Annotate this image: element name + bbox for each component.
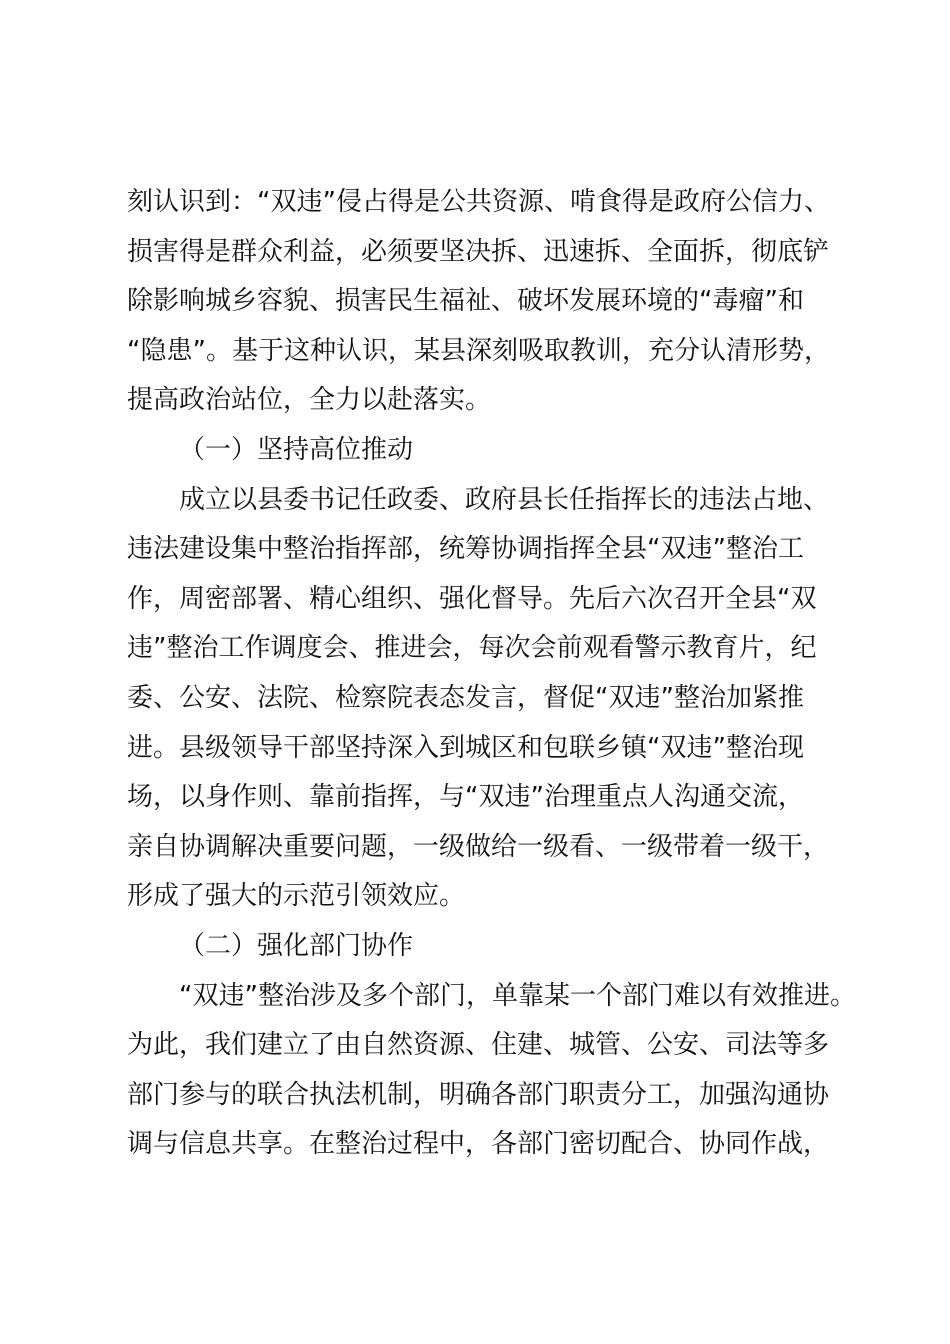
paragraph-line: 形成了强大的示范引领效应。 [127, 881, 466, 912]
paragraph-line: 除影响城乡容貌、损害民生福祉、破坏发展环境的“毒瘤”和 [127, 286, 804, 317]
paragraph-line: 调与信息共享。在整治过程中，各部门密切配合、协同作战， [127, 1129, 830, 1160]
paragraph-line: 部门参与的联合执法机制，明确各部门职责分工，加强沟通协 [127, 1079, 830, 1110]
paragraph-line: 亲自协调解决重要问题，一级做给一级看、一级带着一级干， [127, 831, 830, 862]
section-heading: （二）强化部门协作 [179, 930, 414, 961]
paragraph-line: 成立以县委书记任政委、政府县长任指挥长的违法占地、 [179, 484, 830, 515]
paragraph-line: 进。县级领导干部坚持深入到城区和包联乡镇“双违”整治现 [127, 732, 804, 763]
paragraph-line: 作，周密部署、精心组织、强化督导。先后六次召开全县“双 [127, 583, 817, 614]
paragraph-line: 违”整治工作调度会、推进会，每次会前观看警示教育片，纪 [127, 633, 817, 664]
paragraph-line: 场，以身作则、靠前指挥，与“双违”治理重点人沟通交流， [127, 782, 804, 813]
paragraph-line: 违法建设集中整治指挥部，统筹协调指挥全县“双违”整治工 [127, 534, 804, 565]
paragraph-line: “双违”整治涉及多个部门，单靠某一个部门难以有效推进。 [179, 980, 856, 1011]
paragraph-line: 为此，我们建立了由自然资源、住建、城管、公安、司法等多 [127, 1030, 830, 1061]
paragraph-line: 刻认识到：“双违”侵占得是公共资源、啃食得是政府公信力、 [127, 187, 830, 217]
section-heading: （一）坚持高位推动 [179, 434, 414, 465]
paragraph-line: 提高政治站位，全力以赴落实。 [127, 385, 492, 416]
paragraph-line: 损害得是群众利益，必须要坚决拆、迅速拆、全面拆，彻底铲 [127, 236, 830, 267]
paragraph-line: 委、公安、法院、检察院表态发言，督促“双违”整治加紧推 [127, 682, 804, 713]
document-body [127, 178, 867, 1170]
paragraph-line: “隐患”。基于这种认识，某县深刻吸取教训，充分认清形势， [127, 335, 830, 366]
